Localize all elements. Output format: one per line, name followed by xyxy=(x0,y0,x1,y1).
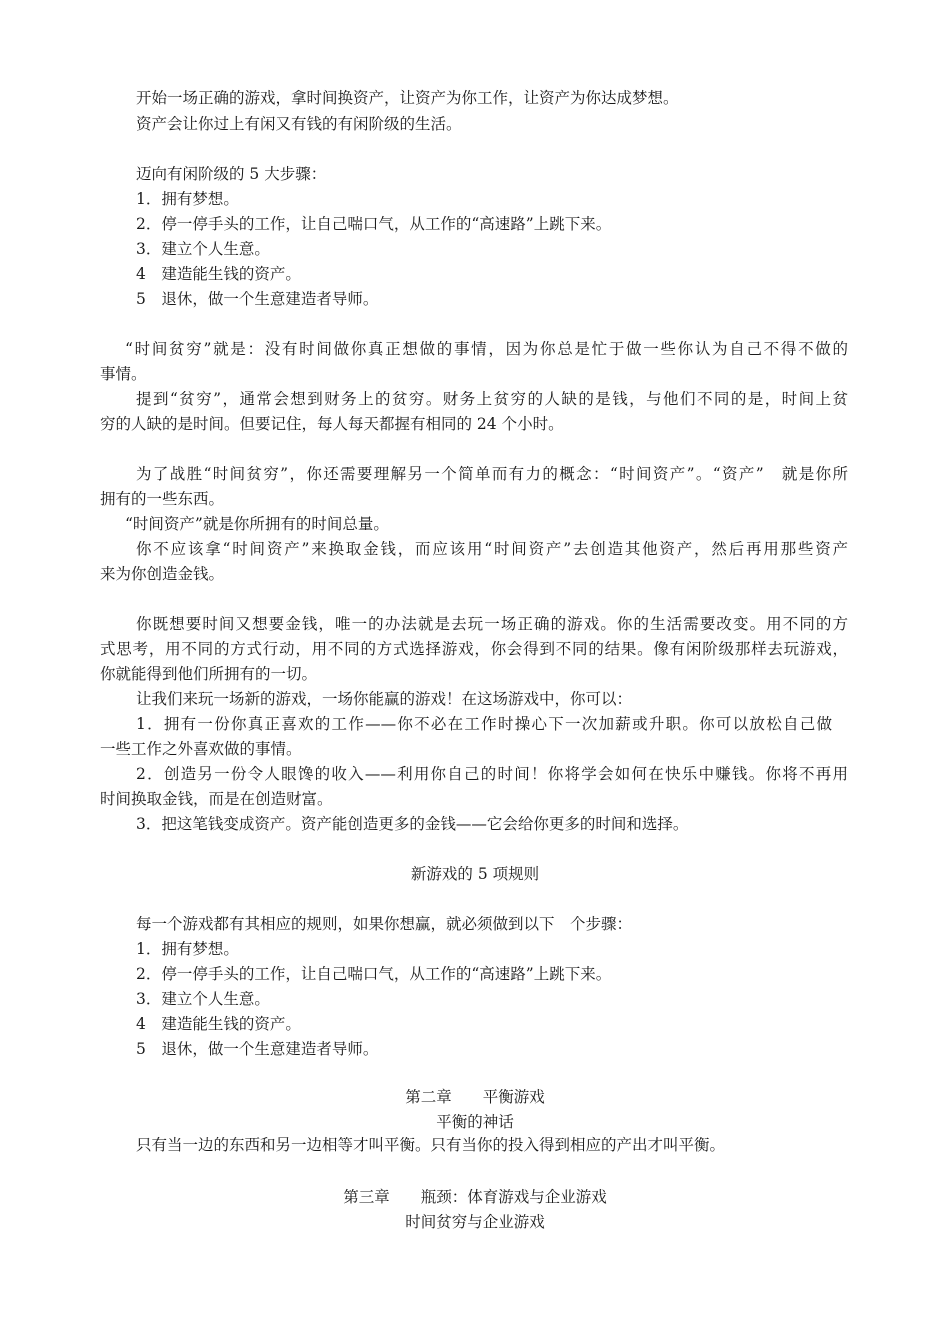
list-item: 1．拥有梦想。 xyxy=(136,190,239,208)
paragraph-line: 你既想要时间又想要金钱，唯一的办法就是去玩一场正确的游戏。你的生活需要改变。用不同的方 xyxy=(136,615,848,633)
paragraph-line: 让我们来玩一场新的游戏，一场你能赢的游戏！在这场游戏中，你可以： xyxy=(136,690,633,708)
paragraph-line: 每一个游戏都有其相应的规则，如果你想赢，就必须做到以下 个步骤： xyxy=(136,915,633,933)
list-item: 2．停一停手头的工作，让自己喘口气，从工作的“高速路”上跳下来。 xyxy=(136,965,612,983)
paragraph-line: 拥有的一些东西。 xyxy=(100,490,225,508)
list-item: 3．建立个人生意。 xyxy=(136,990,270,1008)
section-heading: 新游戏的 5 项规则 xyxy=(410,865,540,883)
paragraph-line: 事情。 xyxy=(100,365,147,383)
list-item: 3．建立个人生意。 xyxy=(136,240,270,258)
list-item: 4 建造能生钱的资产。 xyxy=(136,265,301,283)
paragraph-line: “时间贫穷”就是：没有时间做你真正想做的事情，因为你总是忙于做一些你认为自己不得不做的 xyxy=(125,340,848,358)
paragraph-line: 穷的人缺的是时间。但要记住，每人每天都握有相同的 24 个小时。 xyxy=(100,415,564,433)
paragraph-line: 资产会让你过上有闲又有钱的有闲阶级的生活。 xyxy=(136,115,462,133)
chapter-subheading: 时间贫穷与企业游戏 xyxy=(405,1213,545,1231)
paragraph-line: 来为你创造金钱。 xyxy=(100,565,225,583)
list-item: 2．停一停手头的工作，让自己喘口气，从工作的“高速路”上跳下来。 xyxy=(136,215,612,233)
list-intro: 迈向有闲阶级的 5 大步骤： xyxy=(136,165,327,183)
list-item: 3．把这笔钱变成资产。资产能创造更多的金钱——它会给你更多的时间和选择。 xyxy=(136,815,689,833)
list-item: 1．拥有一份你真正喜欢的工作——你不必在工作时操心下一次加薪或升职。你可以放松自己做 xyxy=(136,715,832,733)
list-item: 5 退休，做一个生意建造者导师。 xyxy=(136,290,379,308)
list-item: 4 建造能生钱的资产。 xyxy=(136,1015,301,1033)
list-item: 1．拥有梦想。 xyxy=(136,940,239,958)
paragraph-line: 为了战胜“时间贫穷”，你还需要理解另一个简单而有力的概念：“时间资产”。“资产” 就是你所 xyxy=(136,465,848,483)
paragraph-line: “时间资产”就是你所拥有的时间总量。 xyxy=(125,515,389,533)
paragraph-line: 开始一场正确的游戏，拿时间换资产，让资产为你工作，让资产为你达成梦想。 xyxy=(136,89,679,107)
list-item: 一些工作之外喜欢做的事情。 xyxy=(100,740,302,758)
chapter-heading: 第二章 平衡游戏 xyxy=(405,1088,545,1106)
chapter-heading: 第三章 瓶颈：体育游戏与企业游戏 xyxy=(343,1188,607,1206)
paragraph-line: 提到“贫穷”，通常会想到财务上的贫穷。财务上贫穷的人缺的是钱，与他们不同的是，时间上贫 xyxy=(136,390,848,408)
list-item: 2．创造另一份令人眼馋的收入——利用你自己的时间！你将学会如何在快乐中赚钱。你将不再用 xyxy=(136,765,848,783)
list-item: 5 退休，做一个生意建造者导师。 xyxy=(136,1040,379,1058)
chapter-subheading: 平衡的神话 xyxy=(436,1113,514,1131)
paragraph-line: 式思考，用不同的方式行动，用不同的方式选择游戏，你会得到不同的结果。像有闲阶级那样去玩游戏， xyxy=(100,640,848,658)
list-item: 时间换取金钱，而是在创造财富。 xyxy=(100,790,333,808)
paragraph-line: 只有当一边的东西和另一边相等才叫平衡。只有当你的投入得到相应的产出才叫平衡。 xyxy=(136,1136,726,1154)
paragraph-line: 你就能得到他们所拥有的一切。 xyxy=(100,665,318,683)
paragraph-line: 你不应该拿“时间资产”来换取金钱，而应该用“时间资产”去创造其他资产，然后再用那些资产 xyxy=(136,540,848,558)
